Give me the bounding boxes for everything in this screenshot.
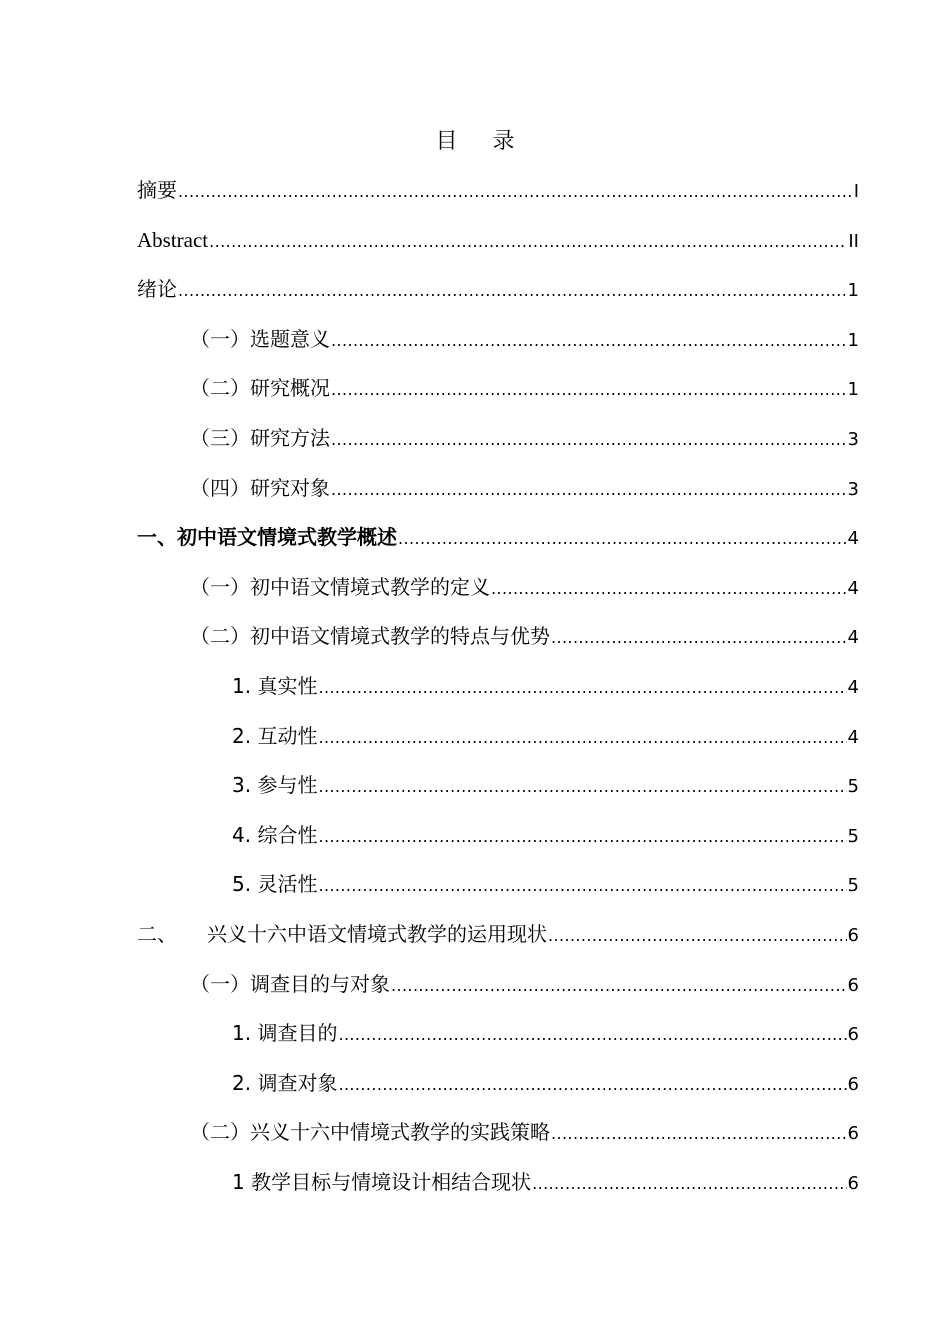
toc-entry[interactable] <box>137 513 859 563</box>
toc-entry-label-text: （二）初中语文情境式教学的特点与优势 <box>190 624 550 649</box>
toc-entry[interactable] <box>137 563 859 613</box>
toc-entry[interactable] <box>137 464 859 514</box>
toc-entry-label <box>137 910 547 960</box>
toc-page-number: 6 <box>847 1073 859 1095</box>
toc-entry-label <box>232 811 317 861</box>
table-of-contents <box>137 166 859 1207</box>
toc-page-number: 4 <box>847 676 859 698</box>
toc-entry-label-text: （二）兴义十六中情境式教学的实践策略 <box>190 1120 550 1145</box>
dot-leader <box>318 812 846 862</box>
dot-leader <box>491 564 847 614</box>
toc-entry-label <box>190 315 330 365</box>
toc-entry-label-text: 绪论 <box>137 277 177 302</box>
toc-entry-label <box>190 464 330 514</box>
toc-page-number: 5 <box>847 825 859 847</box>
toc-entry[interactable] <box>137 364 859 414</box>
toc-entry-label-text: （一）选题意义 <box>190 326 330 351</box>
toc-entry-label-text: 5. 灵活性 <box>232 872 318 897</box>
toc-entry-label-text: （三）研究方法 <box>190 425 330 450</box>
toc-entry[interactable] <box>137 216 859 266</box>
dot-leader <box>391 961 847 1011</box>
toc-entry[interactable] <box>137 315 859 365</box>
toc-entry[interactable] <box>137 1158 859 1208</box>
toc-page-number: 1 <box>847 379 859 401</box>
toc-entry-label-text: 4. 综合性 <box>232 822 318 847</box>
toc-entry[interactable] <box>137 712 859 762</box>
toc-page-number: 6 <box>847 1123 859 1145</box>
toc-entry-label <box>137 265 177 315</box>
dot-leader <box>331 365 847 415</box>
toc-page-number: 6 <box>847 924 859 946</box>
toc-entry[interactable] <box>137 960 859 1010</box>
toc-page-number: II <box>848 230 859 252</box>
dot-leader <box>338 1010 846 1060</box>
toc-entry[interactable] <box>137 414 859 464</box>
toc-entry-label-text: 2. 互动性 <box>232 723 318 748</box>
toc-entry-label <box>232 761 317 811</box>
toc-entry-label <box>137 216 208 266</box>
toc-entry[interactable] <box>137 1108 859 1158</box>
toc-page-number: 5 <box>847 875 859 897</box>
toc-entry[interactable] <box>137 612 859 662</box>
toc-entry-label <box>137 513 397 563</box>
dot-leader <box>551 1109 847 1159</box>
toc-entry-label-text: 3. 参与性 <box>232 773 318 798</box>
toc-page-number: 5 <box>847 776 859 798</box>
toc-page-number: 6 <box>847 1172 859 1194</box>
toc-entry-label-text: 摘要 <box>137 178 177 202</box>
dot-leader <box>318 663 846 713</box>
toc-entry-label-text: 1. 调查目的 <box>232 1021 338 1046</box>
toc-entry[interactable] <box>137 166 859 216</box>
dot-leader <box>318 713 846 763</box>
toc-page-number: 4 <box>847 577 859 599</box>
toc-entry-label <box>232 860 317 910</box>
toc-entry[interactable] <box>137 910 859 960</box>
dot-leader <box>209 217 847 267</box>
toc-entry[interactable] <box>137 761 859 811</box>
toc-entry[interactable] <box>137 1009 859 1059</box>
dot-leader <box>318 762 846 812</box>
toc-page-number: 6 <box>847 974 859 996</box>
toc-entry-label <box>137 166 177 216</box>
dot-leader <box>331 465 847 515</box>
toc-entry-label-text: 2. 调查对象 <box>232 1070 338 1095</box>
toc-page-number: 4 <box>847 627 859 649</box>
dot-leader <box>338 1060 846 1110</box>
dot-leader <box>398 514 847 564</box>
toc-entry-label <box>190 414 330 464</box>
toc-page-number: 6 <box>847 1024 859 1046</box>
toc-entry-label <box>190 1108 550 1158</box>
toc-entry-label <box>232 1009 337 1059</box>
toc-entry-label-text: （四）研究对象 <box>190 475 330 500</box>
dot-leader <box>548 911 847 961</box>
toc-page-number: 1 <box>847 329 859 351</box>
dot-leader <box>532 1159 846 1209</box>
toc-entry[interactable] <box>137 1059 859 1109</box>
toc-entry[interactable] <box>137 860 859 910</box>
toc-entry-label-text: 二、 <box>137 921 177 946</box>
toc-entry[interactable] <box>137 265 859 315</box>
toc-entry-label <box>232 712 317 762</box>
toc-page-number: 4 <box>847 726 859 748</box>
toc-entry-label <box>232 1059 337 1109</box>
toc-entry-label <box>190 612 550 662</box>
dot-leader <box>331 316 847 366</box>
toc-entry[interactable] <box>137 811 859 861</box>
dot-leader <box>318 861 846 911</box>
dot-leader <box>178 167 853 217</box>
dot-leader <box>551 613 847 663</box>
toc-entry-label-text: （一）调查目的与对象 <box>190 971 390 996</box>
toc-page-number: 3 <box>847 428 859 450</box>
toc-page-number: 1 <box>847 280 859 302</box>
toc-page-number: 3 <box>847 478 859 500</box>
toc-entry-label <box>232 662 317 712</box>
toc-entry-label-text: 1 教学目标与情境设计相结合现状 <box>232 1169 532 1194</box>
toc-entry-label <box>190 960 390 1010</box>
toc-title: 目 录 <box>435 129 529 154</box>
toc-entry[interactable] <box>137 662 859 712</box>
toc-entry-label-text: 兴义十六中语文情境式教学的运用现状 <box>207 921 547 946</box>
toc-entry-label-text: （一）初中语文情境式教学的定义 <box>190 574 490 599</box>
toc-entry-label <box>190 364 330 414</box>
dot-leader <box>331 415 847 465</box>
toc-entry-label <box>232 1158 531 1208</box>
toc-page-number: 4 <box>847 528 859 550</box>
toc-entry-label-text: （二）研究概况 <box>190 376 330 401</box>
toc-entry-label-text: Abstract <box>137 227 209 252</box>
toc-entry-label-text: 1. 真实性 <box>232 673 318 698</box>
toc-entry-label-text: 一、初中语文情境式教学概述 <box>137 525 397 550</box>
toc-page-number: I <box>853 181 859 202</box>
dot-leader <box>178 266 847 316</box>
toc-entry-label <box>190 563 490 613</box>
